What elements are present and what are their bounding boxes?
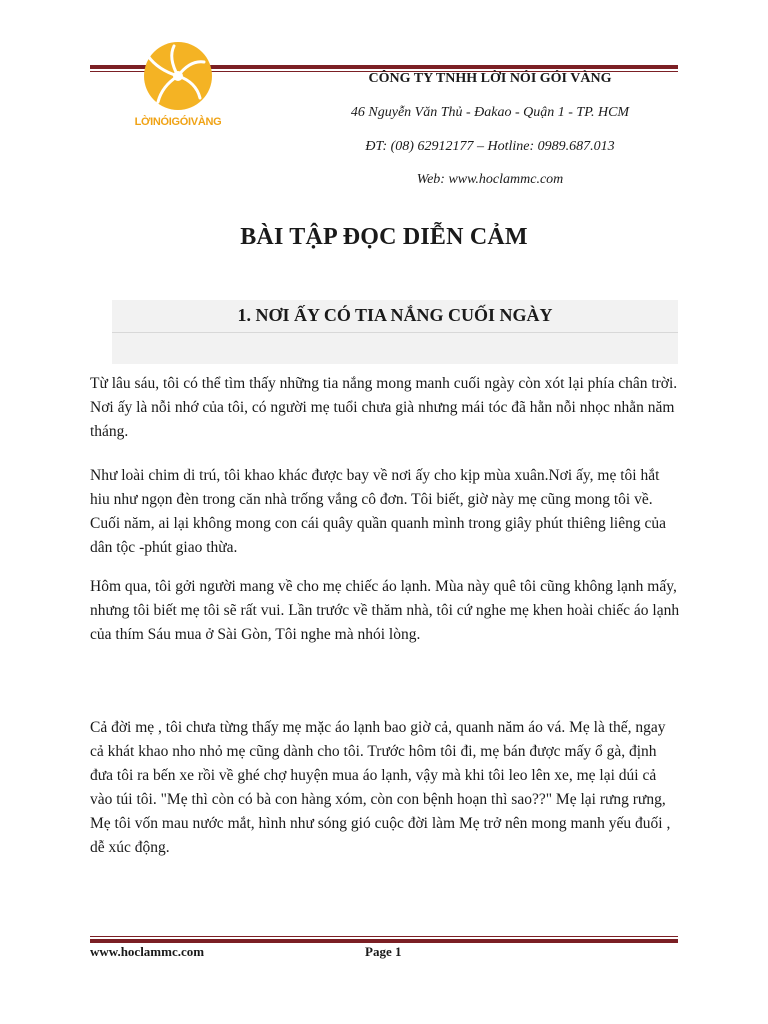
page-number: Page 1 [365, 944, 402, 959]
paragraph-3: Hôm qua, tôi gởi người mang về cho mẹ chiếc áo lạnh. Mùa này quê tôi cũng không lạnh mấy, nhưng tôi biết mẹ tôi sẽ rất vui. Lần trước về thăm nhà, tôi cứ nghe mẹ khen hoài chiếc áo lạnh của thím Sáu mua ở Sài Gòn, Tôi nghe mà nhói lòng. [90, 578, 680, 643]
paragraph-1: Từ lâu sáu, tôi có thể tìm thấy những tia nắng mong manh cuối ngày còn xót lại phía chân trời. Nơi ấy là nỗi nhớ của tôi, có người mẹ tuổi chưa già nhưng mái tóc đã hằn nỗi nhọc nhằn năm tháng. [90, 375, 678, 440]
section-heading-box [112, 300, 678, 364]
footer-rule [90, 936, 678, 943]
company-logo [128, 40, 228, 140]
company-website: Web: www.hoclammc.com [416, 172, 564, 187]
company-name: CÔNG TY TNHH LỜI NÓI GÓI VÀNG [368, 71, 612, 86]
section-title: 1. NƠI ẤY CÓ TIA NẮNG CUỐI NGÀY [237, 305, 553, 325]
paragraph-2: Như loài chim di trú, tôi khao khác được bay về nơi ấy cho kịp mùa xuân.Nơi ấy, mẹ tôi hắt hiu như ngọn đèn trong căn nhà trống vắng cô đơn. Tôi biết, giờ này mẹ cũng mong tôi về. Cuối năm, ai lại không mong con cái quây quần quanh mình trong giây phút thiêng liêng của dân tộc -phút giao thừa. [90, 467, 666, 556]
paragraph-4: Cả đời mẹ , tôi chưa từng thấy mẹ mặc áo lạnh bao giờ cả, quanh năm áo vá. Mẹ là thế, ngay cả khát khao nho nhỏ mẹ cũng dành cho tôi. Trước hôm tôi đi, mẹ bán được mấy ổ gà, định đưa tôi ra bến xe rồi về ghé chợ huyện mua áo lạnh, vậy mà khi tôi leo lên xe, mẹ lại dúi cả vào túi tôi. "Mẹ thì còn có bà con hàng xóm, còn con bệnh hoạn thì sao??" Mẹ lại rưng rưng, Mẹ tôi vốn mau nước mắt, hình như sóng gió cuộc đời làm Mẹ trở nên mong manh yếu đuối , dễ xúc động. [90, 719, 671, 856]
company-address: 46 Nguyễn Văn Thủ - Đakao - Quận 1 - TP. HCM [350, 105, 630, 120]
document-title: BÀI TẬP ĐỌC DIỄN CẢM [240, 224, 528, 250]
section-divider [112, 332, 678, 333]
footer-rule-thin [90, 936, 678, 937]
sunflower-logo-icon [128, 40, 228, 120]
footer-rule-thick [90, 939, 678, 943]
company-phone: ĐT: (08) 62912177 – Hotline: 0989.687.013 [365, 139, 615, 154]
footer-website: www.hoclammc.com [90, 944, 205, 959]
logo-text: LỜINÓIGÓIVÀNG [134, 116, 222, 128]
